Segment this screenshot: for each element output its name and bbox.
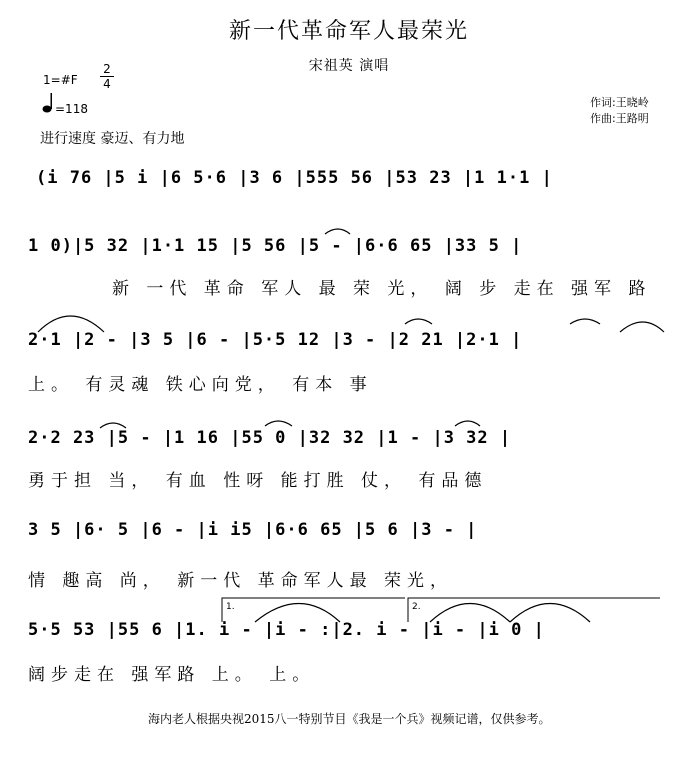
score-row-4-lyrics: 勇于担 当， 有血 性呀 能打胜 仗， 有品德 [28, 471, 488, 491]
score-row-3-notes: 2·1 |2 - |3 5 |6 - |5·5 12 |3 - |2 21 |2·1 | [28, 330, 523, 350]
slur-mark [255, 604, 340, 623]
slur-mark [405, 319, 432, 324]
volta-number-1: 1. [226, 602, 235, 612]
score-row-5-notes: 3 5 |6· 5 |6 - |i i5 |6·6 65 |5 6 |3 - | [28, 520, 478, 540]
slur-mark [265, 421, 292, 426]
time-signature-bottom: 4 [100, 76, 114, 91]
slur-mark [430, 604, 510, 623]
score-row-5-lyrics: 情 趣高 尚， 新一代 革命军人最 荣光， [28, 571, 454, 591]
slur-mark [38, 316, 104, 332]
slur-mark [455, 421, 480, 426]
footer-note: 海内老人根据央视2015八一特别节目《我是一个兵》视频记谱，仅供参考。 [148, 712, 551, 726]
composer-credit: 作曲:王路明 [590, 112, 649, 125]
score-row-4-notes: 2·2 23 |5 - |1 16 |55 0 |32 32 |1 - |3 32 | [28, 428, 512, 448]
volta-bracket-1 [222, 598, 405, 622]
slur-mark [620, 322, 664, 332]
volta-number-2: 2. [412, 602, 421, 612]
slur-mark [510, 604, 590, 623]
tempo-value: =118 [55, 102, 88, 116]
score-row-3-lyrics: 上。 有灵魂 铁心向党， 有本 事 [28, 375, 373, 395]
key-signature: 1=#F [43, 73, 78, 87]
score-row-2-lyrics: 新 一代 革命 军人 最 荣 光， 阔 步 走在 强军 路 [112, 279, 652, 299]
slur-mark [325, 229, 350, 234]
score-row-2-notes: 1 0)|5 32 |1·1 15 |5 56 |5 - |6·6 65 |33 5 | [28, 236, 523, 256]
score-row-6-notes: 5·5 53 |55 6 |1. i - |i - :|2. i - |i - |i 0 | [28, 620, 545, 640]
speed-marking: 进行速度 豪迈、有力地 [40, 131, 185, 147]
slur-mark [570, 319, 600, 324]
score-row-6-lyrics: 阔步走在 强军路 上。 上。 [28, 665, 316, 685]
score-row-1-notes: (i 76 |5 i |6 5·6 |3 6 |555 56 |53 23 |1 1·1 | [36, 168, 553, 188]
slur-mark [100, 423, 126, 428]
singer-credit: 宋祖英 演唱 [308, 58, 390, 74]
song-title: 新一代革命军人最荣光 [228, 19, 469, 44]
time-signature-top: 2 [103, 62, 111, 76]
lyricist-credit: 作词:王晓岭 [590, 96, 649, 109]
